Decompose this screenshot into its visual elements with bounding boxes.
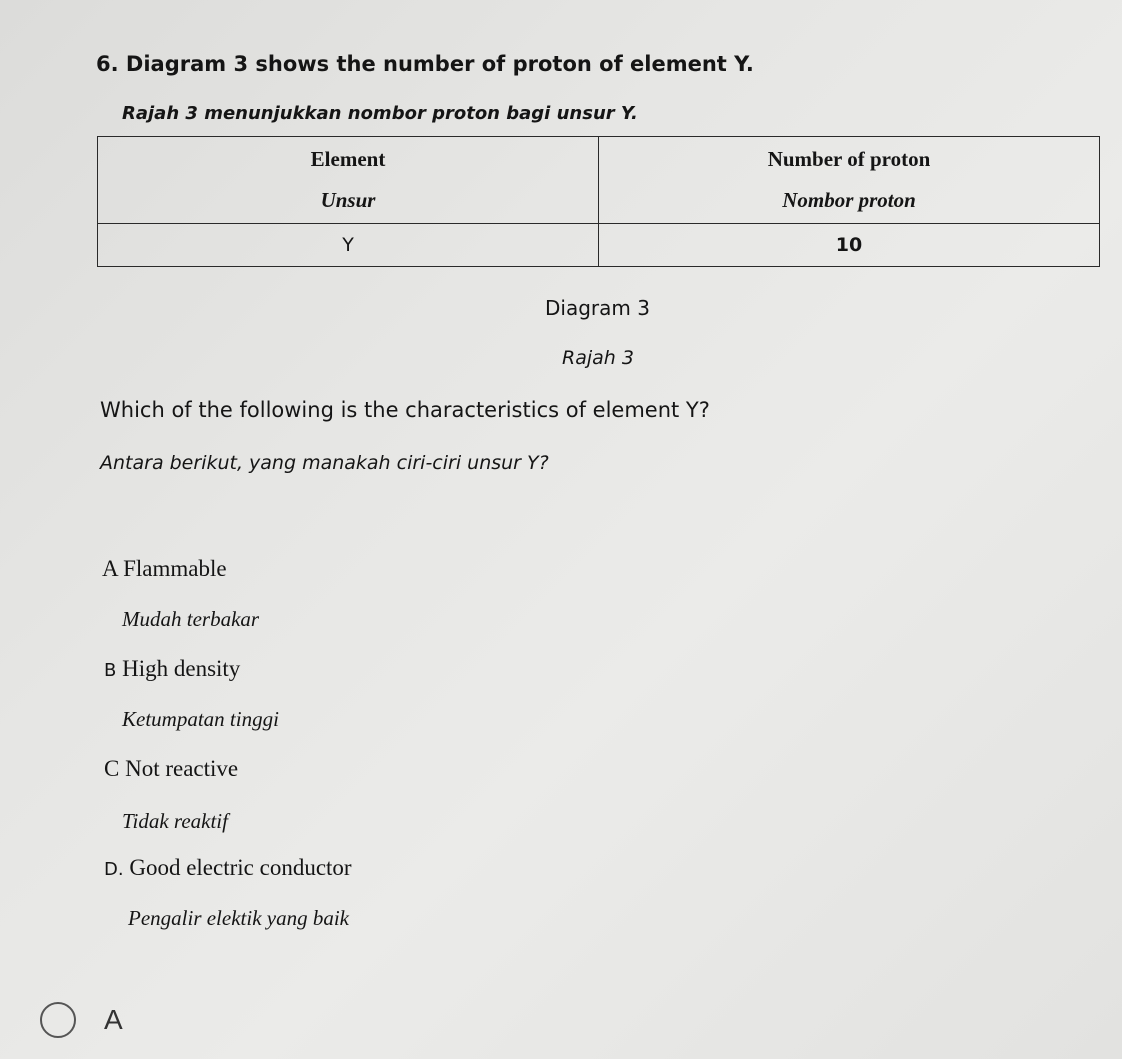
header-element — [98, 137, 599, 224]
option-c-letter: C — [104, 756, 120, 781]
option-c — [104, 756, 238, 782]
cell-element: Y — [98, 224, 599, 267]
header-element-en: Element — [310, 147, 386, 171]
question-title: 6. Diagram 3 shows the number of proton of element Y. — [96, 52, 754, 76]
option-c-text: Not reactive — [125, 756, 239, 781]
option-d-text: Good electric conductor — [129, 855, 352, 880]
cell-proton-number: 10 — [599, 224, 1100, 267]
option-d-letter: D. — [104, 859, 124, 880]
question-title-malay: Rajah 3 menunjukkan nombor proton bagi unsur Y. — [122, 103, 638, 124]
proton-table — [97, 136, 1100, 267]
option-b-letter: B — [104, 660, 117, 681]
table-row — [98, 224, 1100, 267]
option-d-malay: Pengalir elektik yang baik — [128, 906, 350, 930]
option-a-malay: Mudah terbakar — [122, 607, 260, 631]
option-d — [104, 855, 352, 881]
diagram-caption: Diagram 3 — [545, 296, 650, 320]
table-header-row — [98, 137, 1100, 224]
header-proton-my: Nombor proton — [782, 188, 916, 212]
option-b-malay: Ketumpatan tinggi — [122, 707, 279, 731]
option-a-text: Flammable — [123, 556, 227, 581]
option-b — [104, 656, 240, 682]
header-proton-en: Number of proton — [767, 147, 931, 171]
option-a-letter: A — [102, 556, 118, 581]
option-c-malay: Tidak reaktif — [122, 809, 228, 833]
question-prompt-malay: Antara berikut, yang manakah ciri-ciri unsur Y? — [100, 452, 549, 474]
question-prompt: Which of the following is the characteristics of element Y? — [100, 398, 710, 422]
option-a — [102, 556, 227, 582]
answer-choice-a[interactable] — [40, 1002, 123, 1038]
diagram-caption-malay: Rajah 3 — [562, 347, 634, 369]
option-b-text: High density — [122, 656, 241, 681]
header-proton — [599, 137, 1100, 224]
radio-button[interactable] — [40, 1002, 76, 1038]
answer-choice-label[interactable]: A — [104, 1004, 123, 1035]
header-element-my: Unsur — [320, 188, 376, 212]
